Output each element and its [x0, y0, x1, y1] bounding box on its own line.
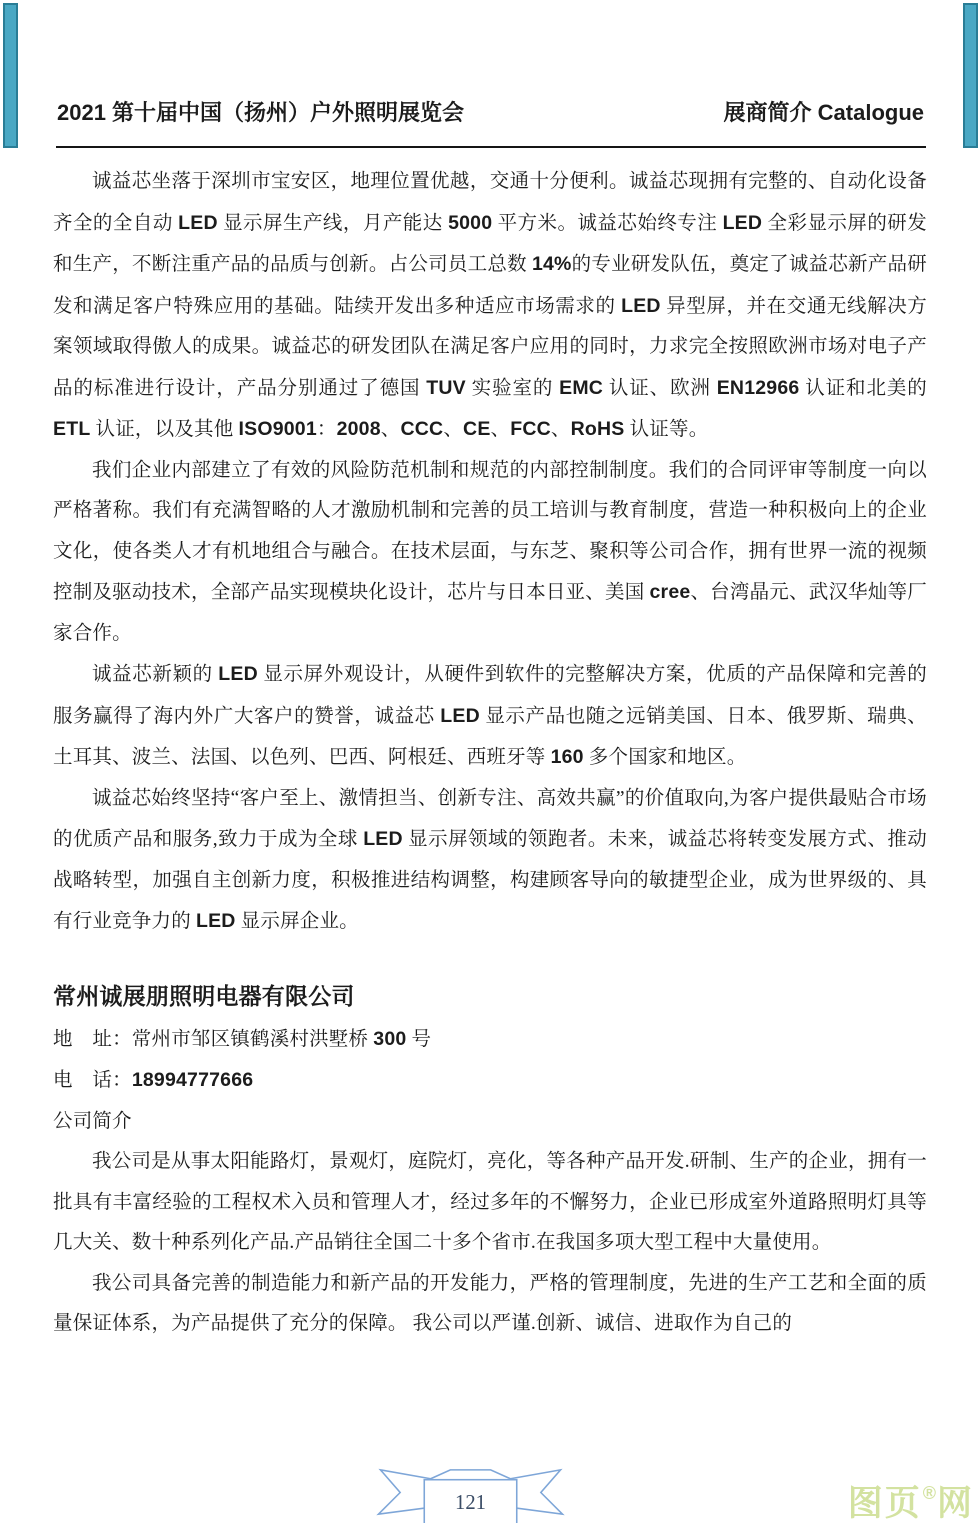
document-body [53, 162, 927, 1345]
page-number-ribbon [368, 1462, 573, 1523]
ribbon-left-tail [379, 1470, 431, 1514]
page-number: 121 [455, 1492, 486, 1515]
paragraph-company-intro-4: 诚益芯始终坚持“客户至上、激情担当、创新专注、高效共赢”的价值取向,为客户提供最贴合市场的优质产品和服务,致力于成为全球 LED 显示屏领域的领跑者。未来，诚益芯将转变发展方式、推动战略转型，加强自主创新力度，积极推进结构调整，构建顾客导向的敏捷型企业，成为世界级的、具有行业竞争力的 LED 显示屏企业。 [53, 787, 927, 932]
field-phone: 电 话：18994777666 [53, 1069, 254, 1091]
header-exhibition-title: 2021 第十届中国（扬州）户外照明展览会 [57, 100, 465, 125]
watermark-text-left: 图页 [847, 1484, 922, 1523]
watermark-text-right: 网 [936, 1484, 974, 1523]
field-profile-label: 公司简介 [53, 1110, 132, 1132]
site-watermark [848, 1484, 974, 1521]
field-address: 地 址：常州市邹区镇鹤溪村洪墅桥 300 号 [53, 1027, 432, 1050]
paragraph-company-intro-3: 诚益芯新颖的 LED 显示屏外观设计，从硬件到软件的完整解决方案，优质的产品保障和完善的服务赢得了海内外广大客户的赞誉，诚益芯 LED 显示产品也随之远销美国、日本、俄罗斯、瑞典、土耳其、波兰、法国、以色列、巴西、阿根廷、西班牙等 160 多个国家和地区。 [53, 663, 927, 768]
page-header [57, 96, 924, 127]
paragraph-company-intro-1: 诚益芯坐落于深圳市宝安区，地理位置优越，交通十分便利。诚益芯现拥有完整的、自动化设备齐全的全自动 LED 显示屏生产线，月产能达 5000 平方米。诚益芯始终专注 LED 全彩显示屏的研发和生产，不断注重产品的品质与创新。占公司员工总数 14%的专业研发队伍，奠定了诚益芯新产品研发和满足客户特殊应用的基础。陆续开发出多种适应市场需求的 LED 异型屏，并在交通无线解决方案领域取得傲人的成果。诚益芯的研发团队在满足客户应用的同时，力求完全按照欧洲市场对电子产品的标准进行设计，产品分别通过了德国 TUV 实验室的 EMC 认证、欧洲 EN12966 认证和北美的 ETL 认证，以及其他 ISO9001：2008、CCC、CE、FCC、RoHS 认证等。 [53, 171, 928, 440]
ribbon-right-tail [510, 1470, 562, 1514]
corner-accent-bar-right [963, 3, 978, 148]
header-catalogue-label: 展商简介 Catalogue [723, 100, 924, 125]
corner-accent-bar-left [3, 3, 18, 148]
registered-trademark-icon: ® [922, 1483, 936, 1503]
company-name-heading: 常州诚展朋照明电器有限公司 [53, 982, 355, 1009]
paragraph-company2-intro-2: 我公司具备完善的制造能力和新产品的开发能力，严格的管理制度，先进的生产工艺和全面的质量保证体系，为产品提供了充分的保障。 我公司以严谨.创新、诚信、进取作为自己的 [53, 1272, 927, 1334]
header-divider [56, 146, 926, 148]
paragraph-company2-intro-1: 我公司是从事太阳能路灯，景观灯，庭院灯，亮化，等各种产品开发.研制、生产的企业，拥有一批具有丰富经验的工程权术入员和管理人才，经过多年的不懈努力，企业已形成室外道路照明灯具等几大关、数十种系列化产品.产品销往全国二十多个省市.在我国多项大型工程中大量使用。 [53, 1151, 927, 1253]
paragraph-company-intro-2: 我们企业内部建立了有效的风险防范机制和规范的内部控制制度。我们的合同评审等制度一向以严格著称。我们有充满智略的人才激励机制和完善的员工培训与教育制度，营造一种积极向上的企业文化，使各类人才有机地组合与融合。在技术层面，与东芝、聚积等公司合作，拥有世界一流的视频控制及驱动技术，全部产品实现模块化设计，芯片与日本日亚、美国 cree、台湾晶元、武汉华灿等厂家合作。 [53, 459, 927, 644]
